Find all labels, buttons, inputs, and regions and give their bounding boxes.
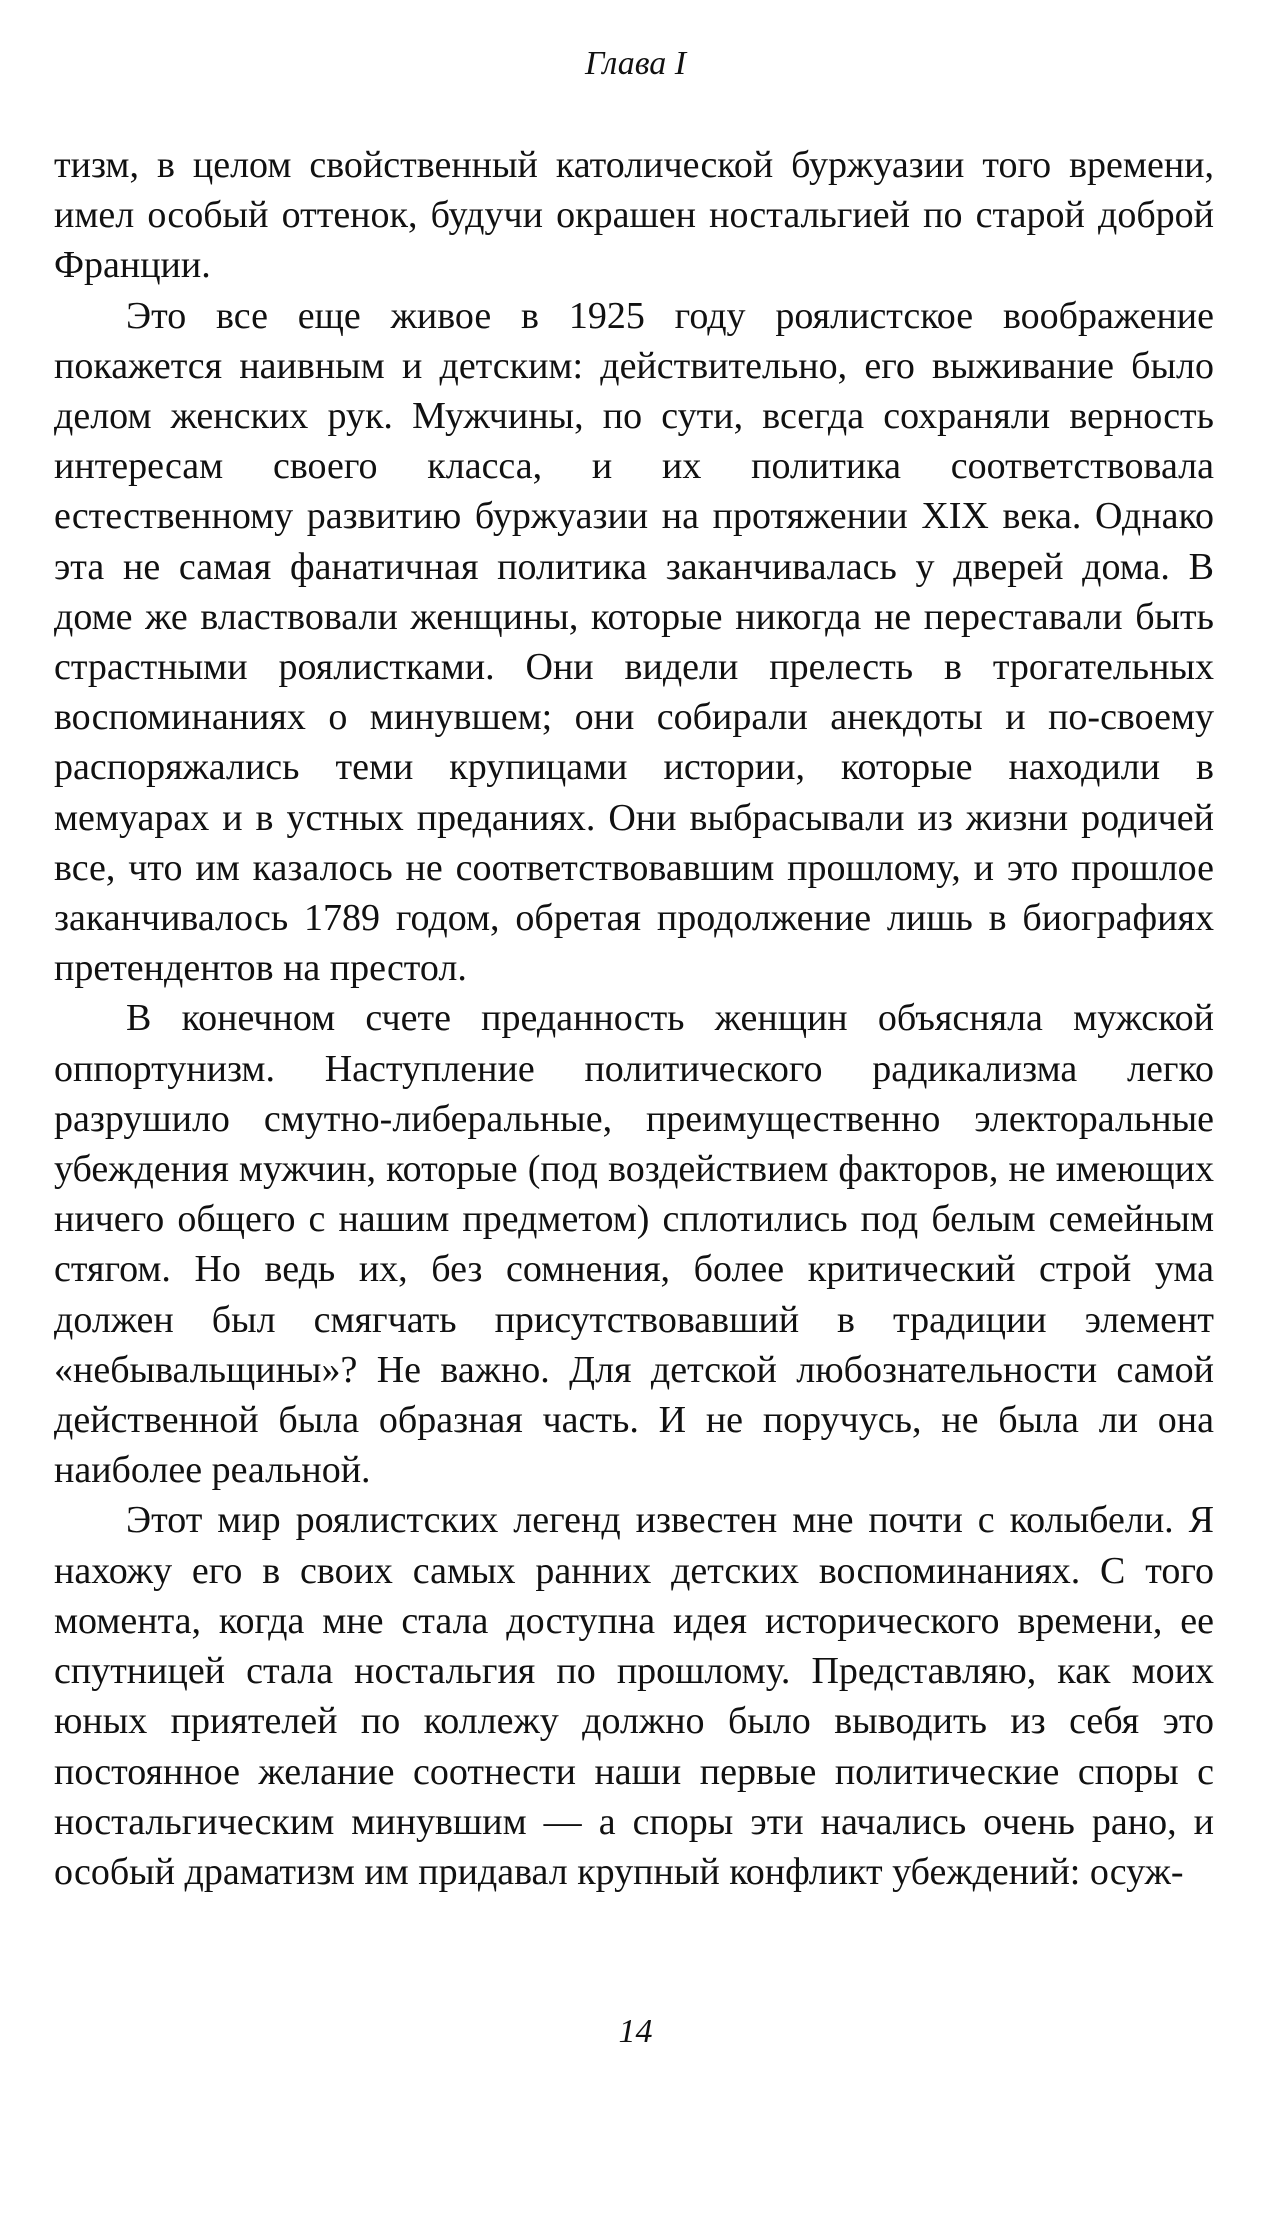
paragraph: Этот мир роялистских легенд известен мне почти с колыбели. Я нахожу его в своих самых ранних детских воспоминаниях. С того момента, когда мне стала доступна идея исторического времени, ее спутницей стала ностальгия по прошлому. Представляю, как моих юных приятелей по коллежу должно было выводить из себя это постоянное желание соотнести наши первые политические споры с ностальгическим минувшим — а споры эти начались очень рано, и особый драматизм им придавал крупный конфликт убеждений: осуж- [54, 1499, 1214, 1893]
paragraph: Это все еще живое в 1925 году роялистское воображение покажется наивным и детским: действительно, его выживание было делом женских рук. Мужчины, по сути, всегда сохраняли верность интересам своего класса, и их политика соответствовала естественному развитию буржуазии на протяжении XIX века. Однако эта не самая фанатичная политика заканчивалась у дверей дома. В доме же властвовали женщины, которые никогда не переставали быть страстными роялистками. Они видели прелесть в трогательных воспоминаниях о минувшем; они собирали анекдоты и по-своему распоряжались теми крупицами истории, которые находили в мемуарах и в устных преданиях. Они выбрасывали из жизни родичей все, что им казалось не соответствовавшим прошлому, и это прошлое заканчивалось 1789 годом, обретая продолжение лишь в биографиях претендентов на престол. [54, 294, 1214, 990]
paragraph: В конечном счете преданность женщин объясняла мужской оппортунизм. Наступление политического радикализма легко разрушило смутно-либеральные, преимущественно электоральные убеждения мужчин, которые (под воздействием факторов, не имеющих ничего общего с нашим предметом) сплотились под белым семейным стягом. Но ведь их, без сомнения, более критический строй ума должен был смягчать присутствовавший в традиции элемент «небывальщины»? Не важно. Для детской любознательности самой действенной была образная часть. И не поручусь, не была ли она наиболее реальной. [54, 997, 1214, 1492]
running-head: Глава I [584, 45, 687, 82]
page-number: 14 [618, 2013, 653, 2050]
paragraph-continued: тизм, в целом свойственный католической буржуазии того времени, имел особый оттенок, будучи окрашен ностальгией по старой доброй Франции. [54, 144, 1214, 287]
body-text [54, 140, 1214, 1897]
